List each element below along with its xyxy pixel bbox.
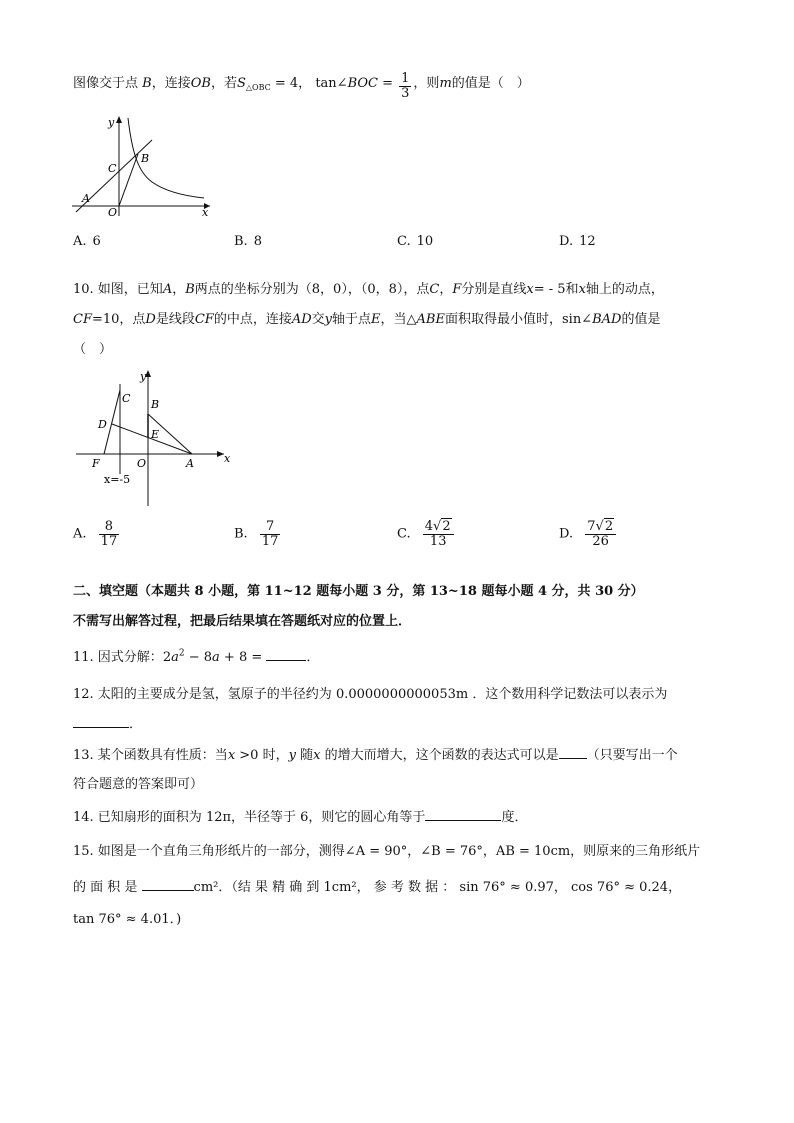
q9-stem-text: 图像交于点 xyxy=(73,76,143,91)
q10-text: 两点的坐标分别为（8，0），（0，8），点 xyxy=(194,282,430,297)
frac-num: 7 xyxy=(260,520,281,535)
q9-angle-boc: BOC xyxy=(347,76,378,91)
q9-label-y: y xyxy=(108,116,115,129)
q14-answer-blank[interactable] xyxy=(425,808,501,821)
q9-point-b: B xyxy=(142,76,152,91)
q11-exponent: 2 xyxy=(178,648,185,659)
q10-text: 是线段 xyxy=(155,312,195,327)
q12-line2 xyxy=(73,713,142,732)
q10-label-b: B xyxy=(151,398,160,411)
q10-seg-ad: AD xyxy=(291,312,312,327)
q13-text: >0 时， xyxy=(235,748,289,763)
q10-text: =10，点 xyxy=(91,312,146,327)
q10-text: = - 5和 xyxy=(533,282,579,297)
q9-stem-text: ，若 xyxy=(210,76,237,91)
q13-answer-blank[interactable] xyxy=(559,746,587,759)
q10-var-x: x xyxy=(526,282,534,297)
option-label: D. xyxy=(559,234,574,249)
q11-expr: 2 xyxy=(162,650,172,665)
q13-var-x: x xyxy=(313,748,321,763)
q11 xyxy=(73,646,319,665)
q9-frac-den: 3 xyxy=(401,86,410,101)
q15-answer-blank[interactable] xyxy=(142,878,194,891)
frac-num: 4√2 xyxy=(423,520,454,535)
q9-tan: tan∠ xyxy=(315,76,348,91)
q9-stem-text: ，连接 xyxy=(151,76,191,91)
q9-hyperbola xyxy=(128,118,204,198)
q13-text: （只要写出一个 xyxy=(586,748,678,763)
q10-point-b: B xyxy=(185,282,195,297)
q9-frac-num: 1 xyxy=(401,71,410,87)
q9-figure xyxy=(70,112,220,222)
q10-label-f: F xyxy=(92,457,100,470)
q13-line1 xyxy=(73,744,678,763)
q10-label-a: A xyxy=(186,457,194,470)
section-title: 二、填空题（本题共 8 小题，第 11~12 题每小题 3 分，第 13~18 题每小题 4 分，共 30 分） xyxy=(73,584,644,599)
q12-line1: 12. 太阳的主要成分是氢，氢原子的半径约为 0.0000000000053m ．这个数用科学记数法可以表示为 xyxy=(73,687,668,702)
q10-line1 xyxy=(73,278,664,297)
q9-stem-text: 的值是（ ） xyxy=(451,76,530,91)
option-label: C. xyxy=(397,234,411,249)
q15-line1: 15. 如图是一个直角三角形纸片的一部分，测得∠A = 90°，∠B = 76°，AB = 10cm，则原来的三角形纸片 xyxy=(73,844,701,859)
option-value: 6 xyxy=(92,234,101,249)
option-label: B. xyxy=(234,234,248,249)
q14 xyxy=(73,806,527,825)
q10-text: ，当△ xyxy=(380,312,417,327)
q10-label-d: D xyxy=(98,418,107,431)
q10-option-a[interactable] xyxy=(73,520,121,548)
q10-line3: （ ） xyxy=(73,342,113,357)
option-label: A. xyxy=(73,526,87,542)
q10-text: 轴于点 xyxy=(332,312,372,327)
q9-fraction xyxy=(399,72,411,100)
q9-option-d[interactable] xyxy=(559,234,596,249)
q9-ob: OB xyxy=(190,76,211,91)
q10-option-c[interactable] xyxy=(397,520,456,548)
q10-option-d[interactable] xyxy=(559,520,618,548)
q9-m: m xyxy=(439,76,452,91)
q10-point-c: C xyxy=(429,282,440,297)
q9-option-a[interactable] xyxy=(73,234,101,249)
frac-den: 17 xyxy=(261,533,279,549)
option-fraction xyxy=(260,520,281,548)
q10-point-e: E xyxy=(371,312,381,327)
frac-num: 8 xyxy=(99,520,120,535)
q9-area-sub: △OBC xyxy=(245,83,271,92)
q10-text: 面积取得最小值时，sin∠ xyxy=(444,312,593,327)
coef: 4 xyxy=(424,519,434,534)
q9-label-o: O xyxy=(108,206,118,219)
q9-area-symbol: S xyxy=(236,76,246,91)
q9-label-b: B xyxy=(141,152,150,165)
q10-text: 的中点，连接 xyxy=(213,312,292,327)
q10-text: ， xyxy=(172,282,186,297)
q13-text: 13. 某个函数具有性质：当 xyxy=(73,748,228,763)
q11-var-a: a xyxy=(212,650,220,665)
q13-text: 的增大而增大，这个函数的表达式可以是 xyxy=(320,748,559,763)
q10-label-line: x=-5 xyxy=(104,473,131,486)
q9-label-c: C xyxy=(108,162,117,175)
q9-stem-text: ，则 xyxy=(413,76,440,91)
q10-label-x: x xyxy=(224,452,231,465)
option-label: A. xyxy=(73,234,87,249)
option-fraction xyxy=(99,520,120,548)
q10-point-d: D xyxy=(145,312,156,327)
q9-stem-text: ， xyxy=(298,76,312,91)
q10-label-y: y xyxy=(140,370,147,383)
q9-label-x: x xyxy=(202,206,209,219)
q10-text: 的值是 xyxy=(621,312,661,327)
q10-text: ， xyxy=(439,282,453,297)
coef: 7 xyxy=(587,519,596,534)
q10-x-arrow xyxy=(217,451,224,457)
q10-line2 xyxy=(73,308,660,327)
frac-den: 26 xyxy=(592,533,609,549)
q10-label-c: C xyxy=(122,392,131,405)
q9-option-c[interactable] xyxy=(397,234,433,249)
frac-den: 13 xyxy=(429,533,447,549)
q10-text: 10. 如图，已知 xyxy=(73,282,163,297)
q9-area-value: = 4 xyxy=(270,76,299,91)
q13-text: 随 xyxy=(295,748,314,763)
q9-option-b[interactable] xyxy=(234,234,262,249)
q13-var-x: x xyxy=(227,748,236,763)
q9-stem xyxy=(73,71,530,101)
q12-text: ． xyxy=(129,717,143,732)
q13-line2: 符合题意的答案即可） xyxy=(73,777,204,792)
q10-angle-bad: BAD xyxy=(592,312,622,327)
q11-expr: − 8 xyxy=(184,650,213,665)
option-label: D. xyxy=(559,526,574,542)
radicand: 2 xyxy=(442,519,451,534)
q10-var-y: y xyxy=(324,312,333,327)
q14-text: 度． xyxy=(501,810,528,825)
section-instruction: 不需写出解答过程，把最后结果填在答题纸对应的位置上． xyxy=(73,614,412,629)
option-value: 8 xyxy=(253,234,262,249)
q15-text: cm²．（结 果 精 确 到 1cm²， 参 考 数 据 ： sin 76° ≈ 0.97， cos 76° ≈ 0.24， xyxy=(193,880,682,895)
q9-label-a: A xyxy=(82,192,90,205)
q10-seg-cf: CF xyxy=(73,312,92,327)
option-fraction xyxy=(585,520,616,548)
option-label: B. xyxy=(234,526,248,542)
q10-var-x: x xyxy=(578,282,586,297)
q10-text: 分别是直线 xyxy=(461,282,527,297)
q11-text: ． xyxy=(306,650,320,665)
q11-answer-blank[interactable] xyxy=(266,648,306,661)
option-fraction xyxy=(423,520,454,548)
q10-triangle-abe: ABE xyxy=(416,312,445,327)
q10-text: 交 xyxy=(311,312,325,327)
q15-text: 的 面 积 是 xyxy=(73,880,138,895)
q10-point-f: F xyxy=(452,282,462,297)
q11-var-a: a xyxy=(171,650,179,665)
q11-expr: + 8 = xyxy=(219,650,267,665)
q10-option-b[interactable] xyxy=(234,520,282,548)
q15-line2 xyxy=(73,876,681,895)
q10-point-a: A xyxy=(162,282,173,297)
q11-text: 11. 因式分解： xyxy=(73,650,163,665)
q10-label-e: E xyxy=(151,428,160,441)
q14-text: 14. 已知扇形的面积为 12π，半径等于 6，则它的圆心角等于 xyxy=(73,810,426,825)
q10-seg-cf: CF xyxy=(194,312,214,327)
radicand: 2 xyxy=(604,519,614,534)
q13-var-y: y xyxy=(288,748,296,763)
option-value: 10 xyxy=(416,234,434,249)
frac-den: 17 xyxy=(100,533,118,549)
q9-y-arrow xyxy=(116,116,122,123)
q10-figure xyxy=(74,366,244,508)
frac-num: 7√2 xyxy=(585,520,616,535)
option-value: 12 xyxy=(579,234,596,249)
q10-label-o: O xyxy=(137,457,147,470)
q10-text: 轴上的动点， xyxy=(585,282,664,297)
q12-answer-blank[interactable] xyxy=(73,715,129,728)
q9-eq: = xyxy=(377,76,398,91)
q15-line3: tan 76° ≈ 4.01．) xyxy=(73,912,182,927)
option-label: C. xyxy=(397,526,411,542)
